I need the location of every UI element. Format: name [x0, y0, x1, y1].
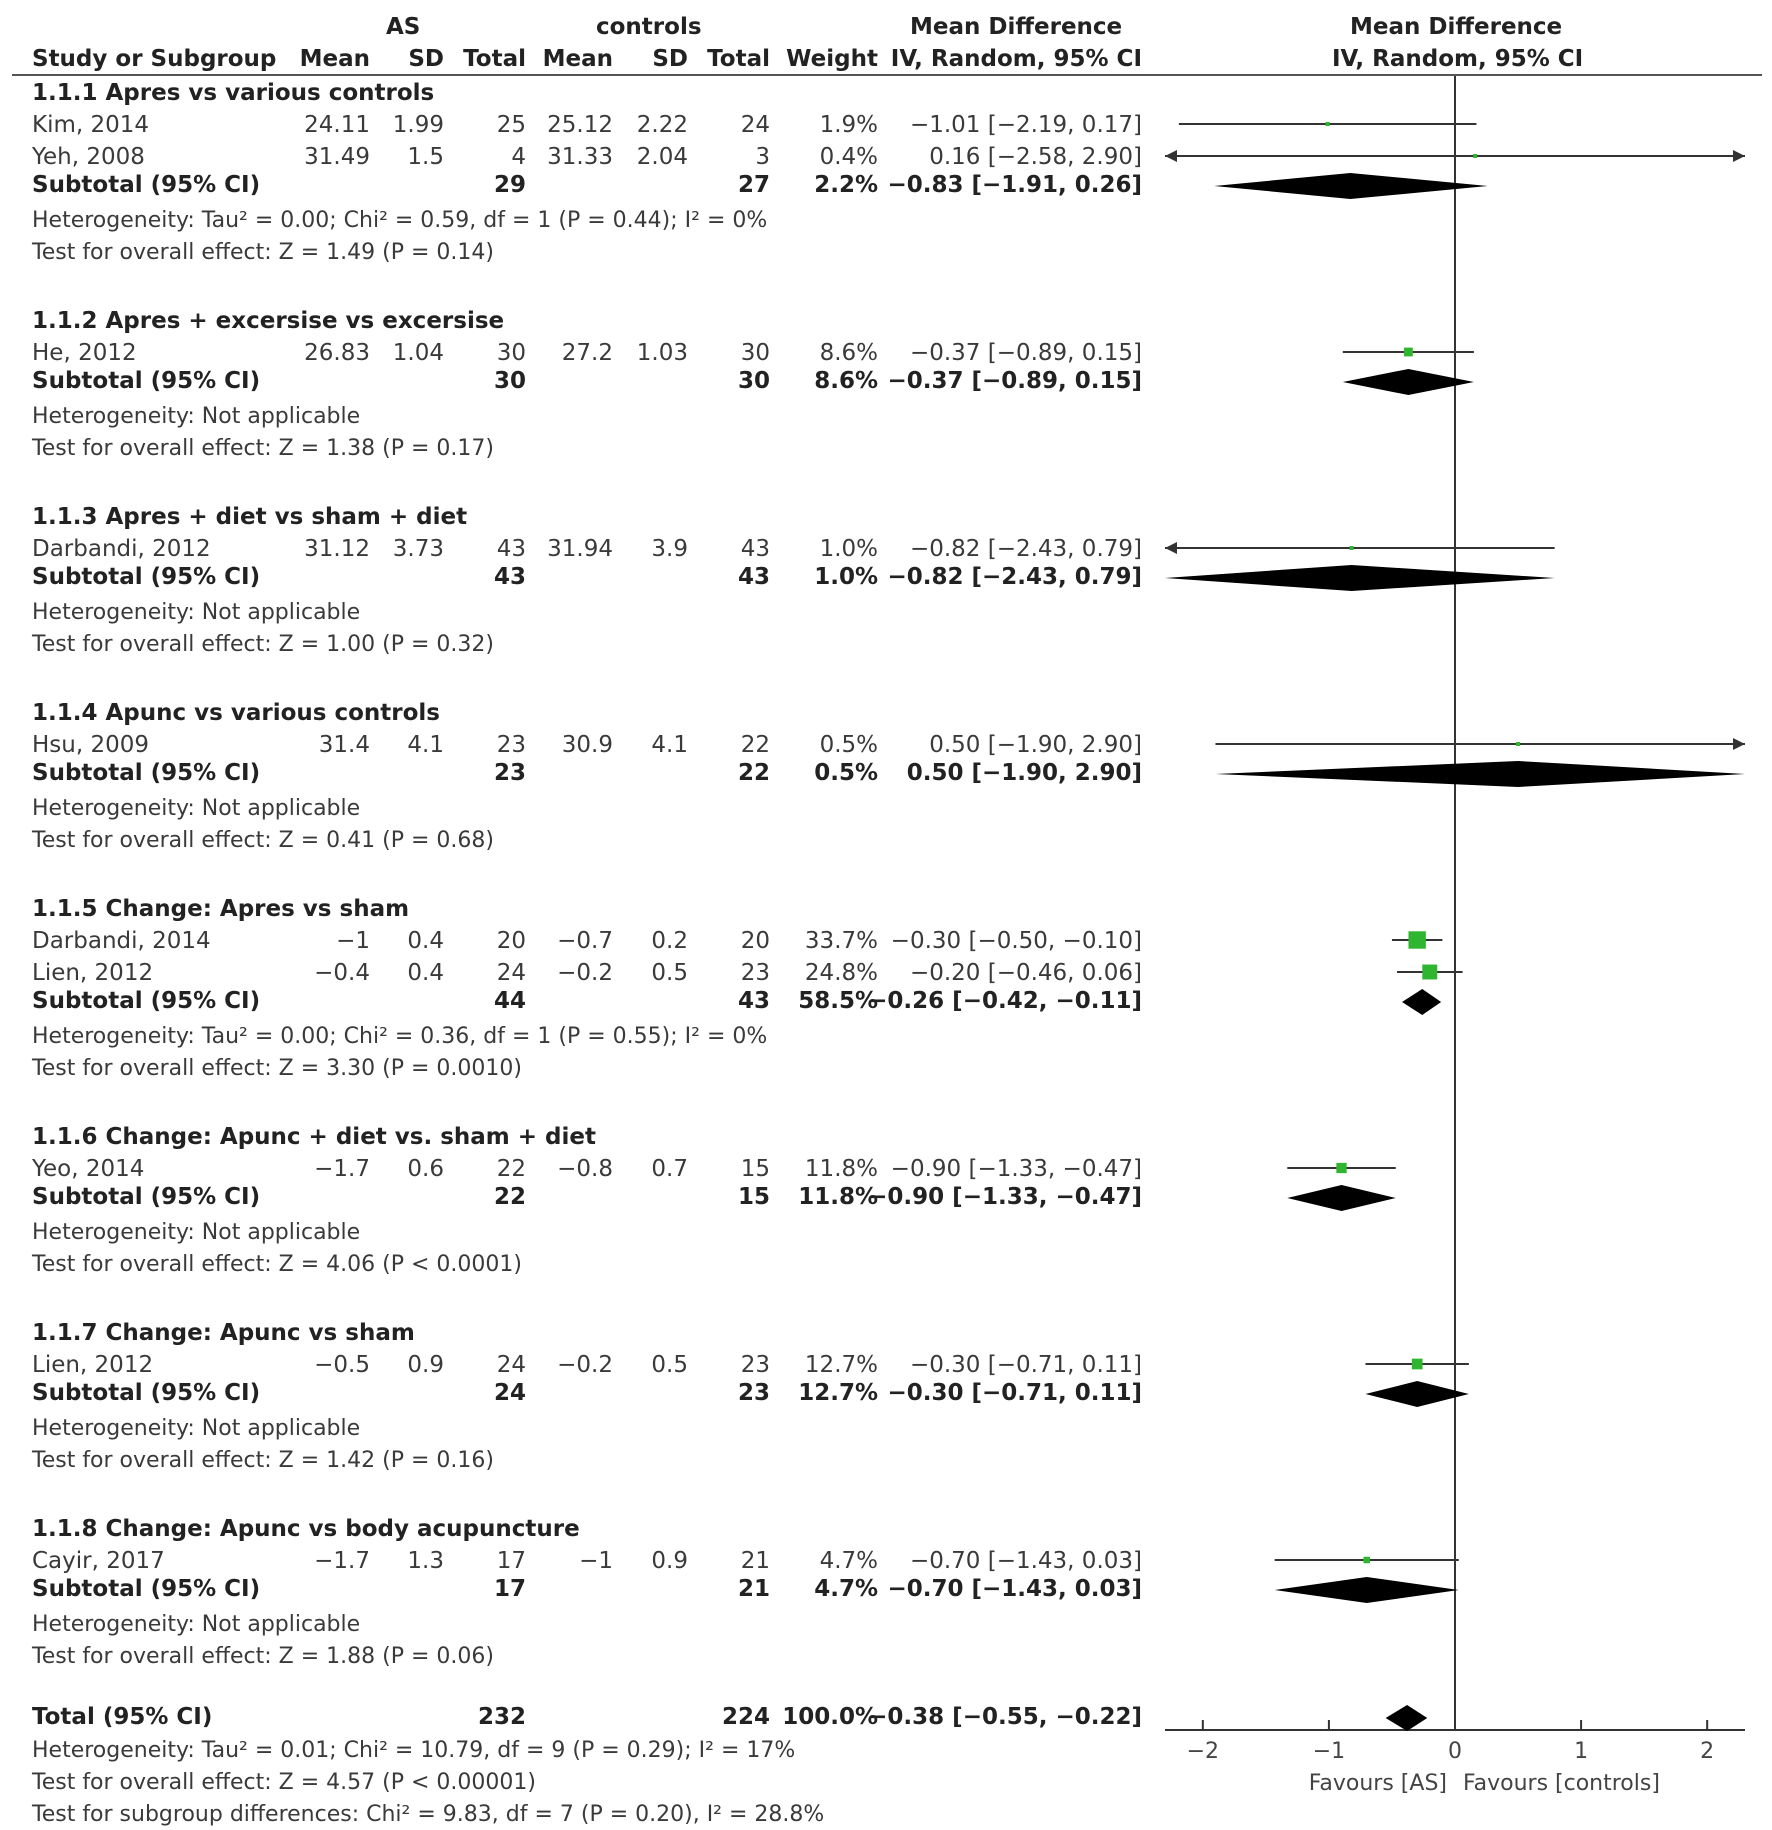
as-total: 30: [493, 368, 526, 394]
as-sd: 3.73: [392, 536, 444, 562]
row-label: Test for subgroup differences: Chi² = 9.83, df = 7 (P = 0.20), I² = 28.8%: [32, 1802, 825, 1827]
weight-value: 11.8%: [804, 1156, 878, 1182]
control-mean: 31.94: [547, 536, 613, 562]
mean-difference-ci: −0.37 [−0.89, 0.15]: [887, 368, 1142, 394]
as-mean: 24.11: [304, 112, 370, 138]
mean-difference-ci: −0.30 [−0.50, −0.10]: [890, 928, 1142, 954]
row-label: Test for overall effect: Z = 1.88 (P = 0.06): [32, 1644, 494, 1669]
mean-difference-ci: −0.38 [−0.55, −0.22]: [868, 1704, 1142, 1730]
weight-value: 33.7%: [804, 928, 878, 954]
row-label: Test for overall effect: Z = 1.00 (P = 0.32): [32, 632, 494, 657]
weight-value: 11.8%: [798, 1184, 878, 1210]
row-label: Subtotal (95% CI): [32, 368, 261, 394]
md-plot-title: Mean Difference: [1350, 14, 1563, 40]
favours-left-label: Favours [AS]: [1308, 1771, 1447, 1796]
ci-arrow: [1733, 150, 1745, 162]
control-sd: 0.5: [651, 960, 688, 986]
control-total: 23: [740, 1352, 770, 1378]
as-total: 23: [493, 760, 526, 786]
as-mean: −1.7: [314, 1548, 370, 1574]
row-label: 1.1.7 Change: Apunc vs sham: [32, 1320, 415, 1346]
mean-difference-ci: −0.70 [−1.43, 0.03]: [909, 1548, 1142, 1574]
row-label: Lien, 2012: [32, 960, 154, 986]
subtotal-diamond: [1365, 1381, 1468, 1407]
control-total: 27: [737, 172, 770, 198]
control-mean: 31.33: [547, 144, 613, 170]
row-label: Yeh, 2008: [32, 144, 145, 170]
as-total: 25: [496, 112, 526, 138]
control-mean: −0.2: [557, 1352, 613, 1378]
row-label: Kim, 2014: [32, 112, 150, 138]
row-label: 1.1.4 Apunc vs various controls: [32, 700, 440, 726]
weight-value: 0.5%: [819, 732, 878, 758]
row-label: Subtotal (95% CI): [32, 564, 261, 590]
row-label: Heterogeneity: Not applicable: [32, 796, 361, 821]
subtotal-diamond: [1402, 989, 1441, 1015]
control-mean: −0.8: [557, 1156, 613, 1182]
row-label: Heterogeneity: Tau² = 0.00; Chi² = 0.59, df = 1 (P = 0.44); I² = 0%: [32, 208, 768, 233]
mean-difference-ci: −0.37 [−0.89, 0.15]: [909, 340, 1142, 366]
sd1-header: SD: [408, 46, 444, 72]
row-label: Heterogeneity: Not applicable: [32, 600, 361, 625]
row-label: Heterogeneity: Not applicable: [32, 1416, 361, 1441]
control-total: 43: [737, 564, 770, 590]
weight-value: 1.0%: [814, 564, 878, 590]
weight-value: 4.7%: [819, 1548, 878, 1574]
row-label: Hsu, 2009: [32, 732, 150, 758]
as-total: 20: [496, 928, 526, 954]
row-label: Test for overall effect: Z = 4.06 (P < 0.0001): [32, 1252, 522, 1277]
as-sd: 0.4: [407, 928, 444, 954]
row-label: Lien, 2012: [32, 1352, 154, 1378]
control-sd: 0.7: [651, 1156, 688, 1182]
as-total: 44: [493, 988, 526, 1014]
weight-value: 12.7%: [804, 1352, 878, 1378]
row-label: 1.1.1 Apres vs various controls: [32, 80, 435, 106]
row-label: Total (95% CI): [32, 1704, 213, 1730]
ci-arrow: [1165, 150, 1177, 162]
weight-value: 1.0%: [819, 536, 878, 562]
total-diamond: [1386, 1705, 1428, 1731]
subtotal-diamond: [1287, 1185, 1395, 1211]
control-total: 21: [740, 1548, 770, 1574]
control-sd: 0.9: [651, 1548, 688, 1574]
mean-difference-ci: −0.82 [−2.43, 0.79]: [909, 536, 1142, 562]
row-label: Darbandi, 2014: [32, 928, 211, 954]
ci-arrow: [1165, 542, 1177, 554]
row-label: Subtotal (95% CI): [32, 1184, 261, 1210]
mean-difference-ci: −0.26 [−0.42, −0.11]: [868, 988, 1142, 1014]
md-column-title: Mean Difference: [910, 14, 1123, 40]
as-total: 4: [511, 144, 526, 170]
row-label: Heterogeneity: Not applicable: [32, 1220, 361, 1245]
control-total: 30: [740, 340, 770, 366]
row-label: 1.1.3 Apres + diet vs sham + diet: [32, 504, 468, 530]
study-marker: [1412, 1359, 1423, 1370]
subtotal-diamond: [1215, 761, 1745, 787]
mean2-header: Mean: [542, 46, 613, 72]
weight-value: 0.4%: [819, 144, 878, 170]
row-label: 1.1.2 Apres + excersise vs excersise: [32, 308, 505, 334]
as-mean: 31.12: [304, 536, 370, 562]
control-sd: 0.2: [651, 928, 688, 954]
control-mean: 30.9: [561, 732, 613, 758]
mean-difference-ci: −0.20 [−0.46, 0.06]: [909, 960, 1142, 986]
control-total: 22: [737, 760, 770, 786]
row-label: Subtotal (95% CI): [32, 1380, 261, 1406]
control-sd: 2.22: [636, 112, 688, 138]
total1-header: Total: [463, 46, 526, 72]
weight-value: 12.7%: [798, 1380, 878, 1406]
study-marker: [1473, 154, 1477, 158]
group1-header: AS: [386, 14, 421, 40]
as-sd: 0.9: [407, 1352, 444, 1378]
mean-difference-ci: −0.83 [−1.91, 0.26]: [887, 172, 1142, 198]
study-marker: [1336, 1163, 1346, 1173]
as-total: 17: [496, 1548, 526, 1574]
as-sd: 0.6: [407, 1156, 444, 1182]
weight-value: 4.7%: [814, 1576, 878, 1602]
row-label: Cayir, 2017: [32, 1548, 165, 1574]
control-total: 23: [740, 960, 770, 986]
weight-header: Weight: [786, 46, 878, 72]
control-total: 15: [740, 1156, 770, 1182]
total2-header: Total: [707, 46, 770, 72]
as-total: 22: [493, 1184, 526, 1210]
md-method-header: IV, Random, 95% CI: [890, 46, 1142, 72]
control-mean: −1: [579, 1548, 613, 1574]
as-sd: 0.4: [407, 960, 444, 986]
x-tick-label: 1: [1574, 1739, 1589, 1764]
mean-difference-ci: −0.30 [−0.71, 0.11]: [887, 1380, 1142, 1406]
study-marker: [1350, 546, 1354, 550]
control-sd: 0.5: [651, 1352, 688, 1378]
mean-difference-ci: −0.82 [−2.43, 0.79]: [887, 564, 1142, 590]
weight-value: 24.8%: [804, 960, 878, 986]
weight-value: 8.6%: [819, 340, 878, 366]
subtotal-diamond: [1214, 173, 1488, 199]
control-total: 30: [737, 368, 770, 394]
row-label: He, 2012: [32, 340, 137, 366]
as-mean: −0.4: [314, 960, 370, 986]
control-sd: 4.1: [651, 732, 688, 758]
as-total: 24: [496, 960, 526, 986]
favours-right-label: Favours [controls]: [1463, 1771, 1660, 1796]
weight-value: 58.5%: [798, 988, 878, 1014]
row-label: Subtotal (95% CI): [32, 988, 261, 1014]
row-label: 1.1.8 Change: Apunc vs body acupuncture: [32, 1516, 580, 1542]
mean-difference-ci: −0.90 [−1.33, −0.47]: [868, 1184, 1142, 1210]
as-total: 232: [477, 1704, 526, 1730]
ci-arrow: [1733, 738, 1745, 750]
control-sd: 2.04: [636, 144, 688, 170]
row-label: Heterogeneity: Tau² = 0.00; Chi² = 0.36, df = 1 (P = 0.55); I² = 0%: [32, 1024, 768, 1049]
mean-difference-ci: −0.70 [−1.43, 0.03]: [887, 1576, 1142, 1602]
row-label: Test for overall effect: Z = 4.57 (P < 0.00001): [32, 1770, 536, 1795]
row-label: Heterogeneity: Not applicable: [32, 404, 361, 429]
control-sd: 1.03: [636, 340, 688, 366]
sd2-header: SD: [652, 46, 688, 72]
study-marker: [1422, 965, 1437, 980]
study-marker: [1363, 1557, 1370, 1564]
row-label: 1.1.6 Change: Apunc + diet vs. sham + diet: [32, 1124, 596, 1150]
weight-value: 100.0%: [782, 1704, 878, 1730]
control-mean: −0.7: [557, 928, 613, 954]
as-sd: 4.1: [407, 732, 444, 758]
row-label: Test for overall effect: Z = 1.42 (P = 0.16): [32, 1448, 494, 1473]
x-tick-label: −1: [1312, 1739, 1346, 1764]
weight-value: 1.9%: [819, 112, 878, 138]
plot-method-header: IV, Random, 95% CI: [1332, 46, 1584, 72]
as-sd: 1.5: [407, 144, 444, 170]
as-total: 17: [493, 1576, 526, 1602]
weight-value: 8.6%: [814, 368, 878, 394]
study-header: Study or Subgroup: [32, 46, 277, 72]
as-mean: −1.7: [314, 1156, 370, 1182]
mean-difference-ci: −1.01 [−2.19, 0.17]: [909, 112, 1142, 138]
control-total: 22: [740, 732, 770, 758]
as-mean: −0.5: [314, 1352, 370, 1378]
mean-difference-ci: −0.90 [−1.33, −0.47]: [890, 1156, 1142, 1182]
weight-value: 0.5%: [814, 760, 878, 786]
row-label: Subtotal (95% CI): [32, 1576, 261, 1602]
x-tick-label: 2: [1700, 1739, 1715, 1764]
row-label: Heterogeneity: Not applicable: [32, 1612, 361, 1637]
study-marker: [1404, 348, 1413, 357]
as-sd: 1.3: [407, 1548, 444, 1574]
row-label: Test for overall effect: Z = 1.38 (P = 0.17): [32, 436, 494, 461]
as-mean: −1: [336, 928, 370, 954]
as-sd: 1.04: [392, 340, 444, 366]
x-tick-label: 0: [1448, 1739, 1462, 1764]
row-label: Heterogeneity: Tau² = 0.01; Chi² = 10.79, df = 9 (P = 0.29); I² = 17%: [32, 1738, 796, 1763]
control-total: 15: [737, 1184, 770, 1210]
as-total: 22: [496, 1156, 526, 1182]
x-tick-label: −2: [1186, 1739, 1220, 1764]
mean-difference-ci: 0.50 [−1.90, 2.90]: [929, 732, 1142, 758]
as-total: 24: [493, 1380, 526, 1406]
control-mean: −0.2: [557, 960, 613, 986]
as-total: 24: [496, 1352, 526, 1378]
control-sd: 3.9: [651, 536, 688, 562]
as-total: 30: [496, 340, 526, 366]
row-label: Yeo, 2014: [32, 1156, 145, 1182]
as-total: 29: [493, 172, 526, 198]
control-total: 43: [737, 988, 770, 1014]
control-total: 24: [740, 112, 770, 138]
subtotal-diamond: [1165, 565, 1555, 591]
control-mean: 25.12: [547, 112, 613, 138]
mean1-header: Mean: [299, 46, 370, 72]
as-total: 43: [496, 536, 526, 562]
control-total: 43: [740, 536, 770, 562]
control-mean: 27.2: [561, 340, 613, 366]
control-total: 21: [737, 1576, 770, 1602]
mean-difference-ci: −0.30 [−0.71, 0.11]: [909, 1352, 1142, 1378]
as-mean: 31.49: [304, 144, 370, 170]
group2-header: controls: [596, 14, 702, 40]
as-total: 43: [493, 564, 526, 590]
row-label: Test for overall effect: Z = 3.30 (P = 0.0010): [32, 1056, 522, 1081]
row-label: 1.1.5 Change: Apres vs sham: [32, 896, 410, 922]
as-total: 23: [496, 732, 526, 758]
as-mean: 26.83: [304, 340, 370, 366]
control-total: 224: [721, 1704, 770, 1730]
study-marker: [1408, 931, 1425, 948]
row-label: Subtotal (95% CI): [32, 172, 261, 198]
mean-difference-ci: 0.16 [−2.58, 2.90]: [929, 144, 1142, 170]
study-marker: [1516, 742, 1520, 746]
row-label: Test for overall effect: Z = 0.41 (P = 0.68): [32, 828, 494, 853]
as-mean: 31.4: [318, 732, 370, 758]
row-label: Darbandi, 2012: [32, 536, 211, 562]
as-sd: 1.99: [392, 112, 444, 138]
row-label: Subtotal (95% CI): [32, 760, 261, 786]
subtotal-diamond: [1275, 1577, 1459, 1603]
row-label: Test for overall effect: Z = 1.49 (P = 0.14): [32, 240, 494, 265]
weight-value: 2.2%: [814, 172, 878, 198]
mean-difference-ci: 0.50 [−1.90, 2.90]: [906, 760, 1142, 786]
control-total: 3: [755, 144, 770, 170]
study-marker: [1326, 122, 1330, 126]
control-total: 20: [740, 928, 770, 954]
control-total: 23: [737, 1380, 770, 1406]
